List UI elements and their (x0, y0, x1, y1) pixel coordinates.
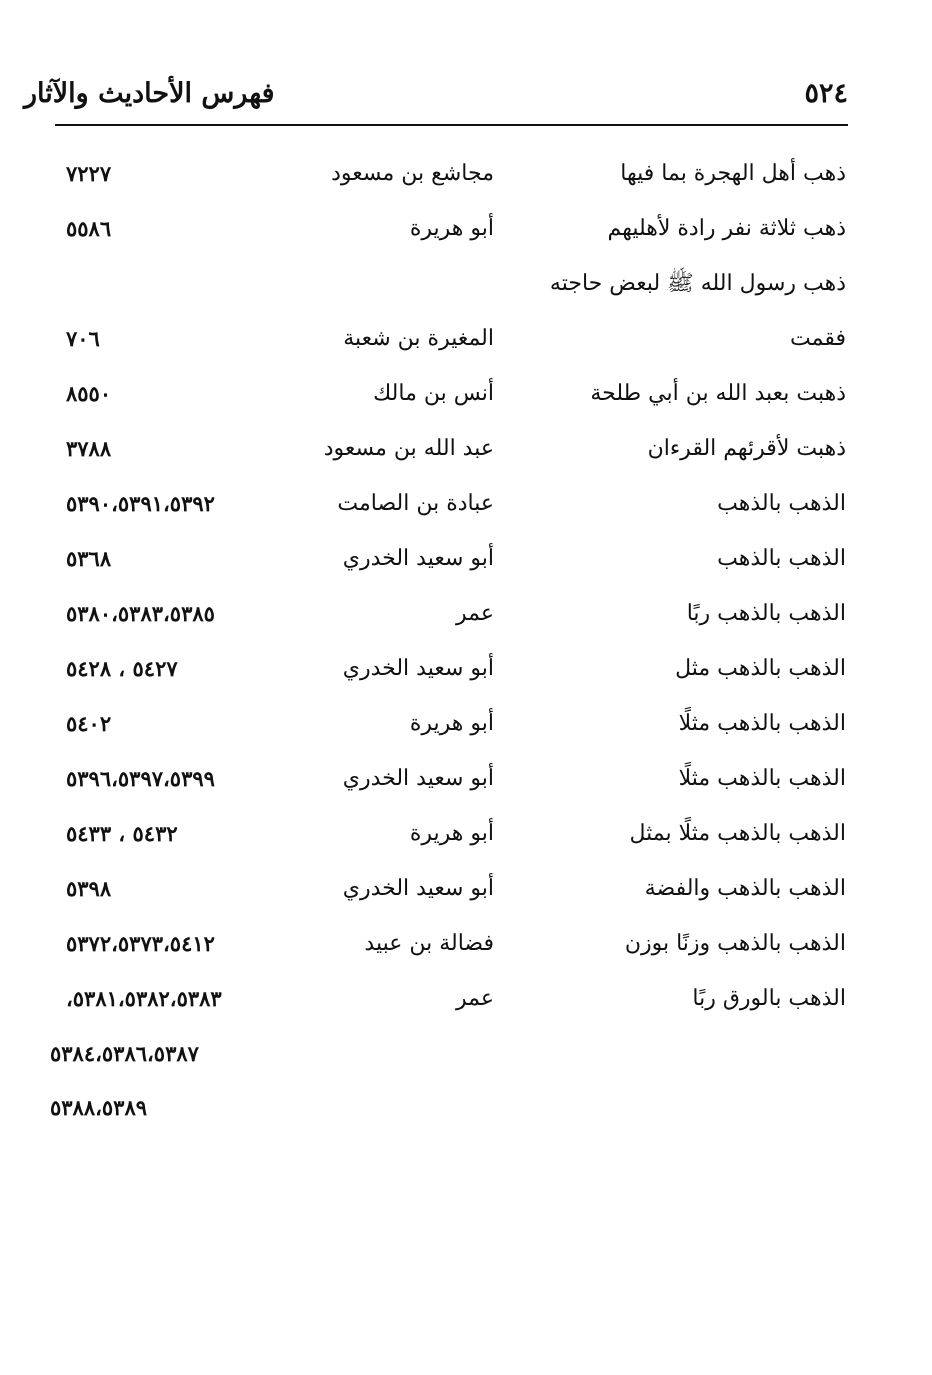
hadith-text: الذهب بالذهب مثلًا (678, 766, 846, 791)
hadith-text: فقمت (790, 326, 846, 351)
hadith-text: ذهب ثلاثة نفر رادة لأهليهم (607, 216, 846, 241)
index-row (0, 588, 932, 643)
page-header (24, 72, 848, 116)
narrator-name: فضالة بن عبيد (364, 931, 494, 956)
narrator-name: عبادة بن الصامت (337, 491, 494, 516)
index-row (0, 698, 932, 753)
hadith-text: الذهب بالذهب (717, 546, 846, 571)
hadith-text: الذهب بالذهب والفضة (644, 876, 846, 901)
index-row (0, 313, 932, 368)
hadith-text: الذهب بالذهب مثلًا بمثل (629, 821, 846, 846)
hadith-text: الذهب بالذهب ربًا (686, 601, 846, 626)
index-row (0, 973, 932, 1028)
hadith-numbers: ٥٣٩٠،٥٣٩١،٥٣٩٢ (66, 491, 215, 516)
hadith-text: الذهب بالذهب (717, 491, 846, 516)
index-entries (0, 148, 932, 1028)
index-row (0, 863, 932, 918)
index-row (0, 753, 932, 808)
narrator-name: أبو هريرة (409, 711, 494, 736)
index-row (0, 808, 932, 863)
index-row (0, 148, 932, 203)
narrator-name: أبو هريرة (409, 821, 494, 846)
hadith-text: ذهب رسول الله ﷺ لبعض حاجته (549, 271, 846, 296)
page-title: فهرس الأحاديث والآثار (24, 78, 275, 109)
hadith-numbers: ٥٤٠٢ (66, 711, 112, 736)
hadith-numbers: ٨٥٥٠ (66, 381, 112, 406)
narrator-name: أبو هريرة (409, 216, 494, 241)
index-row (0, 533, 932, 588)
header-divider (55, 124, 848, 126)
hadith-numbers: ٣٧٨٨ (66, 436, 112, 461)
narrator-name: مجاشع بن مسعود (331, 161, 494, 186)
hadith-numbers: ٥٣٧٢،٥٣٧٣،٥٤١٢ (66, 931, 215, 956)
index-row (0, 258, 932, 313)
narrator-name: عبد الله بن مسعود (323, 436, 494, 461)
hadith-text: الذهب بالورق ربًا (692, 986, 846, 1011)
index-row (0, 368, 932, 423)
hadith-text: ذهبت بعبد الله بن أبي طلحة (590, 381, 846, 406)
index-row (0, 423, 932, 478)
index-row (0, 918, 932, 973)
continuation-numbers: ٥٣٨٨،٥٣٨٩ (50, 1095, 148, 1120)
hadith-text: الذهب بالذهب مثلًا (678, 711, 846, 736)
page-number: ٥٢٤ (804, 78, 848, 109)
hadith-numbers: ٥٣٨١،٥٣٨٢،٥٣٨٣، (66, 986, 222, 1011)
narrator-name: أبو سعيد الخدري (342, 656, 494, 681)
narrator-name: المغيرة بن شعبة (343, 326, 494, 351)
hadith-text: ذهب أهل الهجرة بما فيها (620, 161, 846, 186)
index-row (0, 203, 932, 258)
narrator-name: أنس بن مالك (373, 381, 494, 406)
hadith-numbers: ٥٤٢٧ ، ٥٤٢٨ (66, 656, 178, 681)
hadith-text: الذهب بالذهب وزنًا بوزن (624, 931, 846, 956)
continuation-numbers: ٥٣٨٤،٥٣٨٦،٥٣٨٧ (50, 1041, 199, 1066)
narrator-name: عمر (456, 986, 494, 1011)
narrator-name: أبو سعيد الخدري (342, 766, 494, 791)
hadith-numbers: ٧٢٢٧ (66, 161, 112, 186)
narrator-name: عمر (456, 601, 494, 626)
hadith-text: الذهب بالذهب مثل (675, 656, 846, 681)
hadith-text: ذهبت لأقرئهم القرءان (647, 436, 846, 461)
hadith-numbers: ٥٥٨٦ (66, 216, 112, 241)
index-row (0, 643, 932, 698)
hadith-numbers: ٥٣٨٠،٥٣٨٣،٥٣٨٥ (66, 601, 215, 626)
hadith-numbers: ٥٣٦٨ (66, 546, 112, 571)
hadith-numbers: ٥٤٣٢ ، ٥٤٣٣ (66, 821, 178, 846)
narrator-name: أبو سعيد الخدري (342, 546, 494, 571)
narrator-name: أبو سعيد الخدري (342, 876, 494, 901)
hadith-numbers: ٧٠٦ (66, 326, 100, 351)
hadith-numbers: ٥٣٩٨ (66, 876, 112, 901)
hadith-numbers: ٥٣٩٦،٥٣٩٧،٥٣٩٩ (66, 766, 215, 791)
index-row (0, 478, 932, 533)
